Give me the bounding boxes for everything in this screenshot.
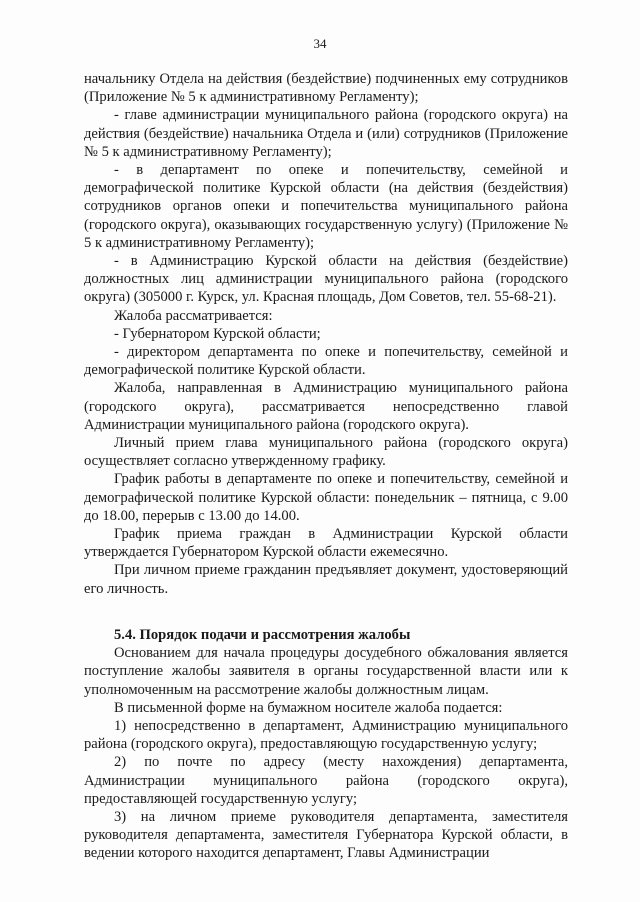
paragraph: - главе администрации муниципального района (городского округа) на действия (бездействие) начальника Отдела и (или) сотрудников (Приложение № 5 к административному Регламенту); — [84, 107, 568, 160]
page-number: 34 — [313, 36, 327, 51]
paragraph: 3) на личном приеме руководителя департамента, заместителя руководителя департамента, заместителя Губернатора Курской области, в ведении которого находится департамент, Главы Администрации — [84, 808, 568, 862]
paragraph: Жалоба, направленная в Администрацию муниципального района (городского округа), рассматривается непосредственно главой Администрации муниципального района (городского округа). — [84, 380, 568, 433]
paragraph: Жалоба рассматривается: — [114, 307, 273, 324]
paragraph: - Губернатором Курской области; — [114, 325, 321, 342]
paragraph: начальнику Отдела на действия (бездействие) подчиненных ему сотрудников (Приложение № 5 к административному Регламенту); — [84, 71, 568, 106]
document-body — [84, 70, 568, 863]
paragraph: График приема граждан в Администрации Курской области утверждается Губернатором Курской области ежемесячно. — [84, 526, 568, 561]
paragraph: В письменной форме на бумажном носителе жалоба подается: — [114, 699, 503, 716]
paragraph: 2) по почте по адресу (месту нахождения) департамента, Администрации муниципального района (городского округа), предоставляющей государственную услугу; — [84, 754, 568, 807]
paragraph: - в департамент по опеке и попечительству, семейной и демографической политике Курской области (на действия (бездействия) сотрудников органов опеки и попечительства муниципального района (городского округа), оказывающих государственную услугу) (Приложение № 5 к административному Регламенту); — [84, 162, 568, 251]
paragraph: 1) непосредственно в департамент, Администрацию муниципального района (городского округа), предоставляющую государственную услугу; — [84, 717, 568, 753]
paragraph: При личном приеме гражданин предъявляет документ, удостоверяющий его личность. — [84, 562, 568, 597]
paragraph: - в Администрацию Курской области на действия (бездействие) должностных лиц администрации муниципального района (городского округа) (305000 г. Курск, ул. Красная площадь, Дом Советов, тел. 55-68-21). — [84, 253, 568, 306]
section-heading: 5.4. Порядок подачи и рассмотрения жалобы — [114, 626, 411, 643]
paragraph: График работы в департаменте по опеке и попечительству, семейной и демографической политике Курской области: понедельник – пятница, с 9.00 до 18.00, перерыв с 13.00 до 14.00. — [84, 471, 568, 524]
paragraph: Личный прием глава муниципального района (городского округа) осуществляет согласно утвержденному графику. — [84, 435, 568, 470]
paragraph: - директором департамента по опеке и попечительству, семейной и демографической политике Курской области. — [84, 344, 568, 379]
paragraph: Основанием для начала процедуры досудебного обжалования является поступление жалобы заявителя в органы государственной власти или к уполномоченным на рассмотрение жалобы должностным лицам. — [84, 645, 568, 698]
